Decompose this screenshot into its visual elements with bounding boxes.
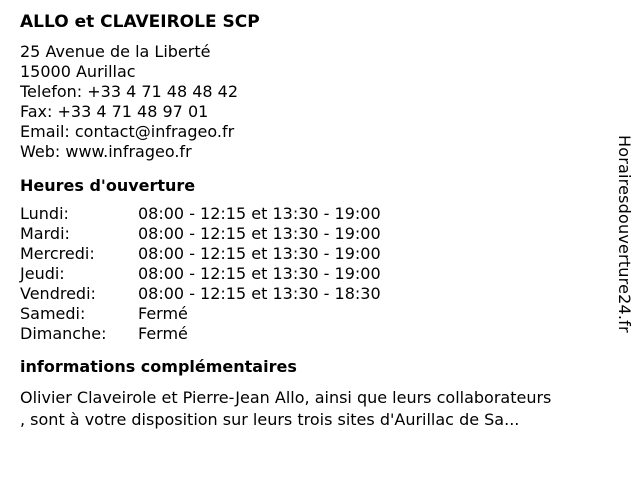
site-watermark: Horairesdouverture24.fr (615, 135, 634, 333)
day-times: 08:00 - 12:15 et 13:30 - 18:30 (138, 284, 381, 303)
day-times: 08:00 - 12:15 et 13:30 - 19:00 (138, 264, 381, 283)
hours-row-sunday (20, 324, 610, 344)
day-label: Dimanche: (20, 324, 107, 343)
phone-number: Telefon: +33 4 71 48 48 42 (20, 82, 239, 101)
hours-heading: Heures d'ouverture (20, 176, 196, 195)
hours-row-saturday (20, 304, 610, 324)
day-label: Mercredi: (20, 244, 95, 263)
fax-number: Fax: +33 4 71 48 97 01 (20, 102, 209, 121)
day-label: Jeudi: (20, 264, 65, 283)
address-city: 15000 Aurillac (20, 62, 136, 81)
day-times: Fermé (138, 304, 188, 323)
hours-row-wednesday (20, 244, 610, 264)
info-text-line-2: , sont à votre disposition sur leurs trois sites d'Aurillac de Sa... (20, 410, 520, 429)
website-address: Web: www.infrageo.fr (20, 142, 192, 161)
hours-row-monday (20, 204, 610, 224)
day-label: Lundi: (20, 204, 69, 223)
info-text-line-1: Olivier Claveirole et Pierre-Jean Allo, ainsi que leurs collaborateurs (20, 388, 552, 407)
info-heading: informations complémentaires (20, 357, 297, 376)
info-description (20, 387, 610, 431)
business-name: ALLO et CLAVEIROLE SCP (20, 12, 260, 32)
hours-row-friday (20, 284, 610, 304)
contact-block (20, 42, 610, 162)
email-address: Email: contact@infrageo.fr (20, 122, 235, 141)
day-label: Vendredi: (20, 284, 96, 303)
hours-row-thursday (20, 264, 610, 284)
business-card (20, 10, 610, 431)
day-times: 08:00 - 12:15 et 13:30 - 19:00 (138, 244, 381, 263)
address-street: 25 Avenue de la Liberté (20, 42, 211, 61)
day-times: 08:00 - 12:15 et 13:30 - 19:00 (138, 204, 381, 223)
day-label: Samedi: (20, 304, 86, 323)
day-label: Mardi: (20, 224, 70, 243)
hours-table (20, 204, 610, 344)
hours-row-tuesday (20, 224, 610, 244)
day-times: Fermé (138, 324, 188, 343)
day-times: 08:00 - 12:15 et 13:30 - 19:00 (138, 224, 381, 243)
